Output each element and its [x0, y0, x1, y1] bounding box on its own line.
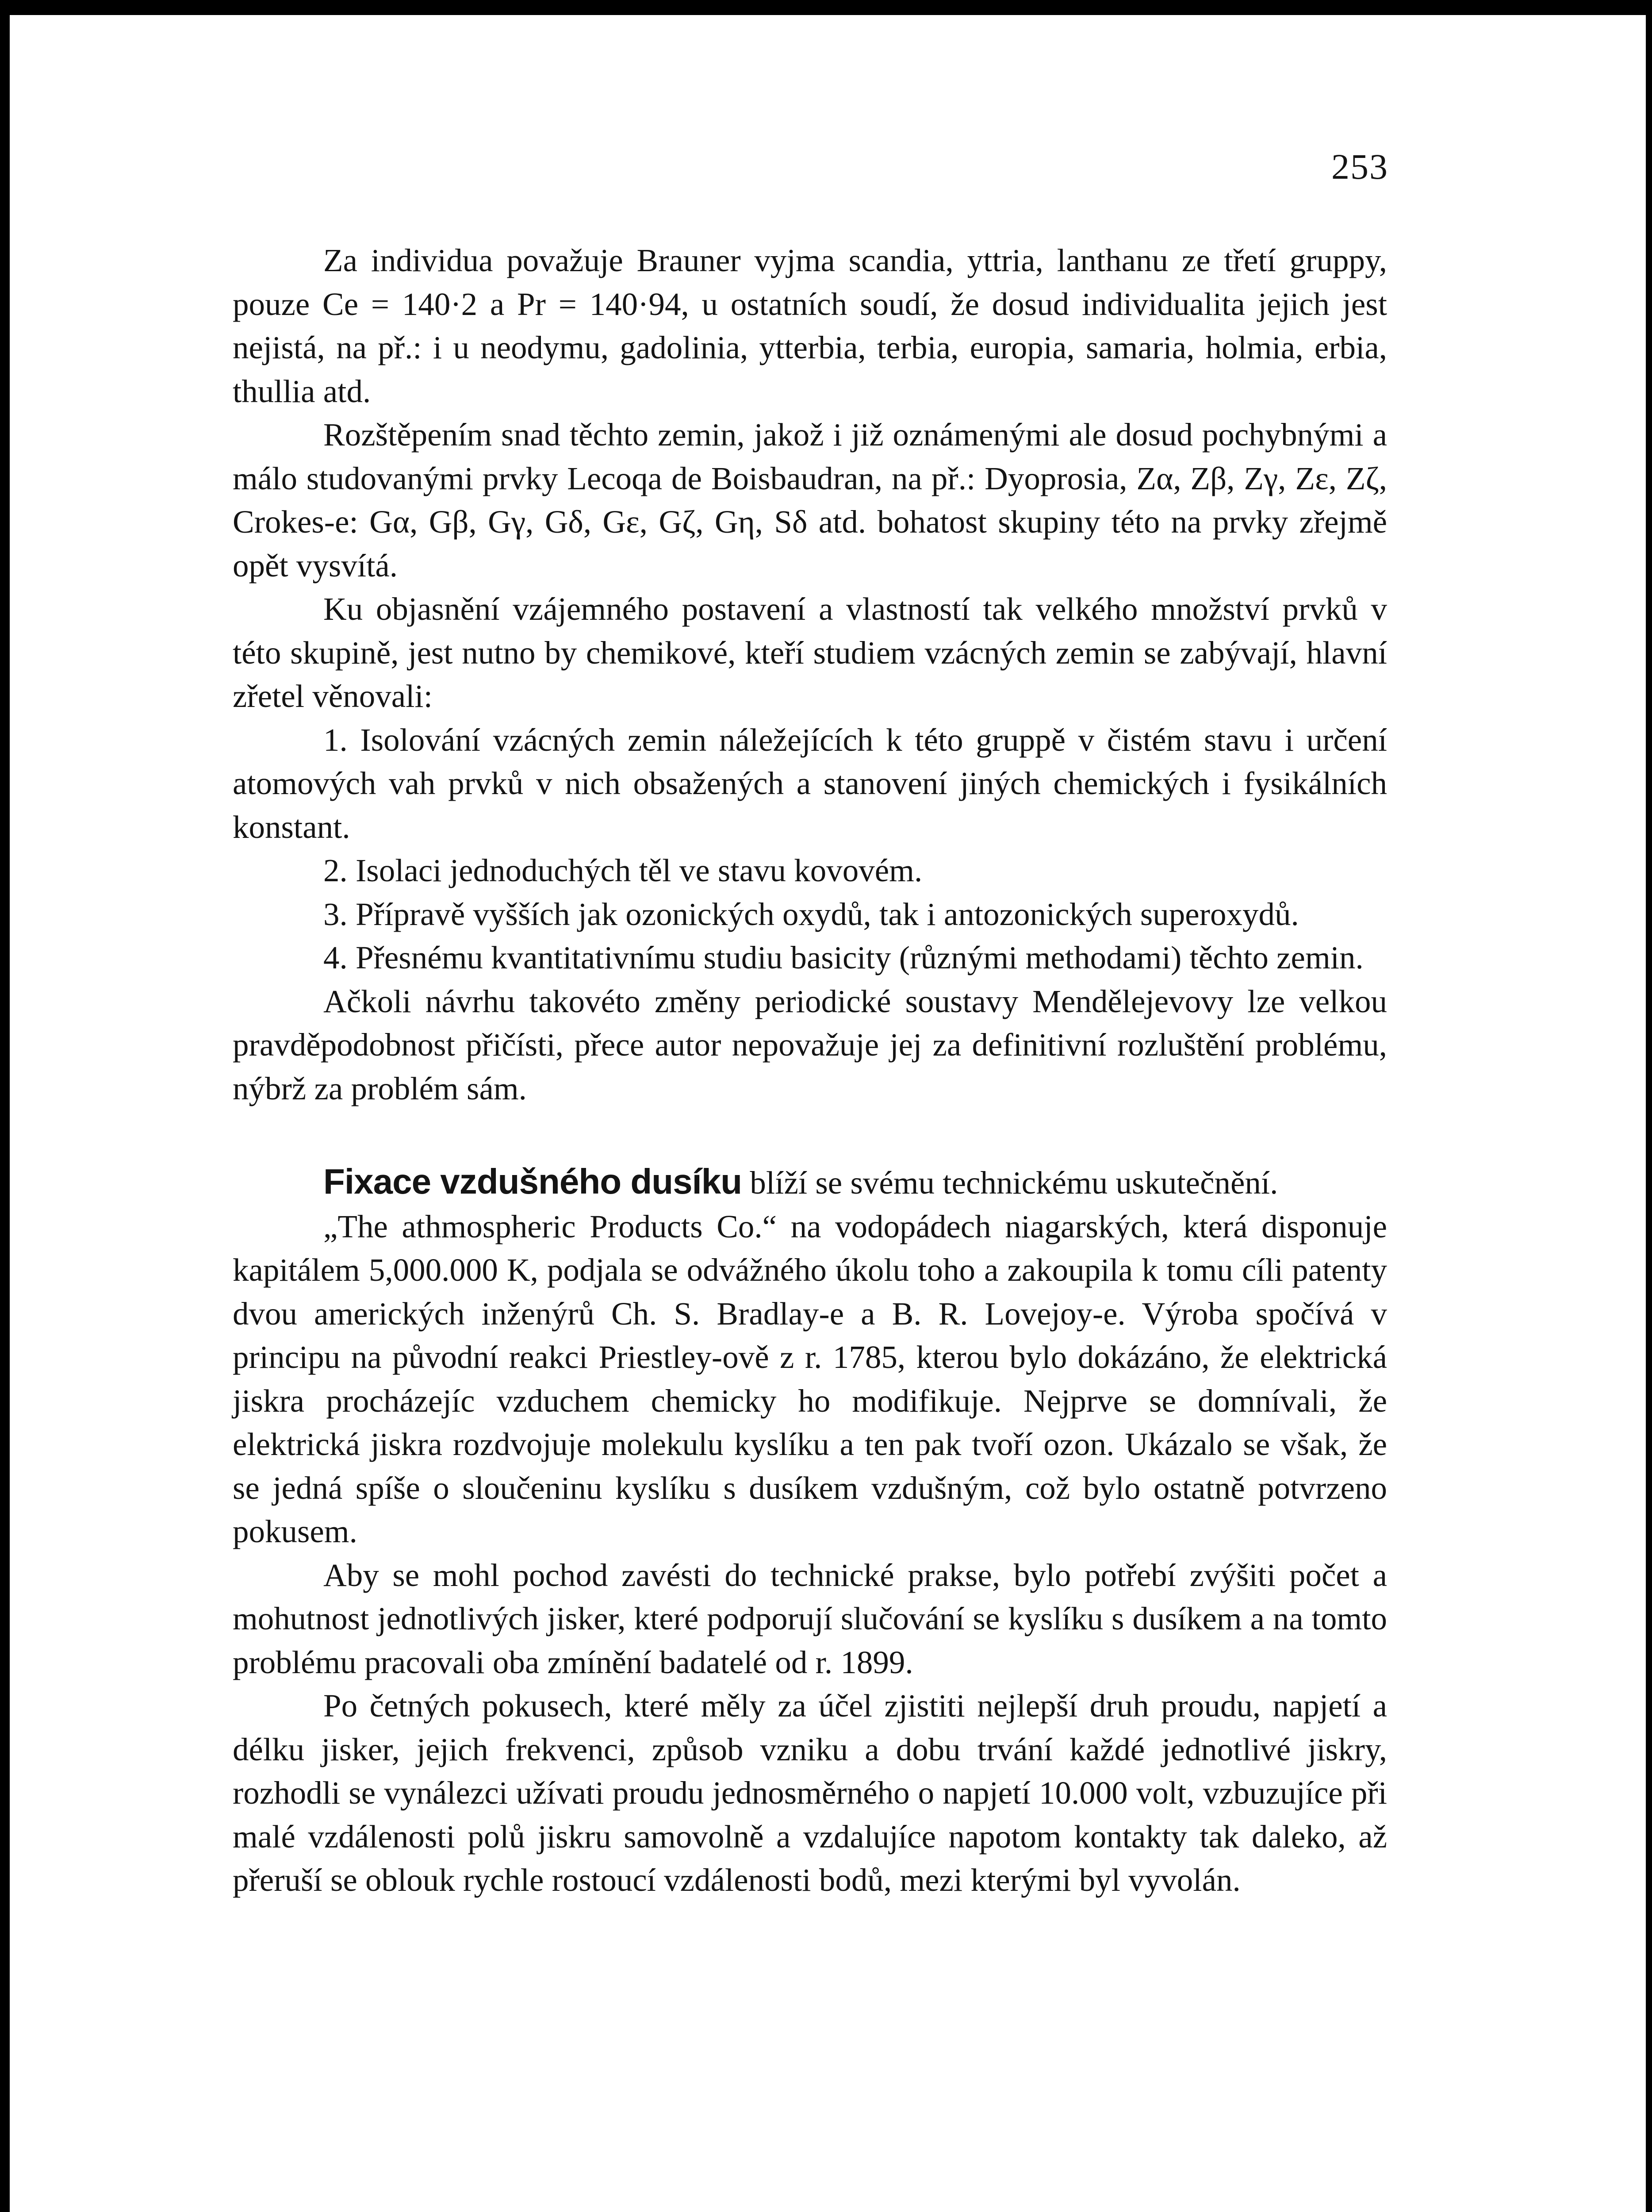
scan-border-right — [1646, 0, 1652, 2212]
paragraph-rozstepenim: Rozštěpením snad těchto zemin, jakož i již oznámenými ale dosud pochybnými a málo studovanými prvky Lecoqa de Boisbaudran, na př.: Dyoprosia, Zα, Zβ, Zγ, Zε, Zζ, Crokes-e: Gα, Gβ, Gγ, Gδ, Gε, Gζ, Gη, Sδ atd. bohatost skupiny této na prvky zřejmě opět vysvítá. — [233, 417, 1387, 584]
paragraph-conclusion: Ačkoli návrhu takovéto změny periodické soustavy Mendělejevovy lze velkou pravděpodobnost přičísti, přece autor nepovažuje jej za definitivní rozluštění problému, nýbrž za problém sám. — [233, 983, 1387, 1106]
list-item-1: 1. Isolování vzácných zemin náležejících k této gruppě v čistém stavu i určení atomových vah prvků v nich obsažených a stanovení jiných chemických i fysikálních konstant. — [233, 722, 1387, 845]
paragraph-brauner: Za individua považuje Brauner vyjma scandia, yttria, lanthanu ze třetí gruppy, pouze Ce = 140·2 a Pr = 140·94, u ostatních soudí, že dosud individualita jejich jest nejistá, na př.: i u neodymu, gadolinia, ytterbia, terbia, europia, samaria, holmia, erbia, thullia atd. — [233, 242, 1387, 409]
section-first-sentence: blíží se svému technickému uskutečnění. — [742, 1165, 1278, 1201]
page-body — [233, 239, 1387, 1902]
page-number: 253 — [1331, 146, 1388, 187]
scan-border-top — [0, 0, 1652, 15]
paragraph-pokusy: Po četných pokusech, které měly za účel zjistiti nejlepší druh proudu, napjetí a délku jisker, jejich frekvenci, způsob vzniku a dobu trvání každé jednotlivé jiskry, rozhodli se vynálezci užívati proudu jednosměrného o napjetí 10.000 volt, vzbuzujíce při malé vzdálenosti polů jiskru samovolně a vzdalujíce napotom kontakty tak daleko, až přeruší se oblouk rychle rostoucí vzdálenosti bodů, mezi kterými byl vyvolán. — [233, 1688, 1387, 1898]
list-item-2: 2. Isolaci jednoduchých těl ve stavu kovovém. — [323, 853, 923, 888]
paragraph-prakse: Aby se mohl pochod zavésti do technické prakse, bylo potřebí zvýšiti počet a mohutnost jednotlivých jisker, které podporují slučování se kyslíku s dusíkem a na tomto problému pracovali oba zmínění badatelé od r. 1899. — [233, 1557, 1387, 1680]
list-item-3: 3. Přípravě vyšších jak ozonických oxydů, tak i antozonických superoxydů. — [323, 896, 1299, 932]
paragraph-objasneni: Ku objasnění vzájemného postavení a vlastností tak velkého množství prvků v této skupině, jest nutno by chemikové, kteří studiem vzácných zemin se zabývají, hlavní zřetel věnovali: — [233, 591, 1387, 714]
scan-border-left — [0, 0, 10, 2212]
paragraph-athmospheric: „The athmospheric Products Co.“ na vodopádech niagarských, která disponuje kapitálem 5,000.000 K, podjala se odvážného úkolu toho a zakoupila k tomu cíli patenty dvou amerických inženýrů Ch. S. Bradlay-e a B. R. Lovejoy-e. Výroba spočívá v principu na původní reakci Priestley-ově z r. 1785, kterou bylo dokázáno, že elektrická jiskra procházejíc vzduchem chemicky ho modifikuje. Nejprve se domnívali, že elektrická jiskra rozdvojuje molekulu kyslíku a ten pak tvoří ozon. Ukázalo se však, že se jedná spíše o sloučeninu kyslíku s dusíkem vzdušným, což bylo ostatně potvrzeno pokusem. — [233, 1208, 1387, 1549]
list-item-4: 4. Přesnému kvantitativnímu studiu basicity (různými methodami) těchto zemin. — [323, 940, 1364, 975]
section-title: Fixace vzdušného dusíku — [323, 1162, 742, 1201]
section-first-paragraph — [233, 1160, 1387, 1205]
